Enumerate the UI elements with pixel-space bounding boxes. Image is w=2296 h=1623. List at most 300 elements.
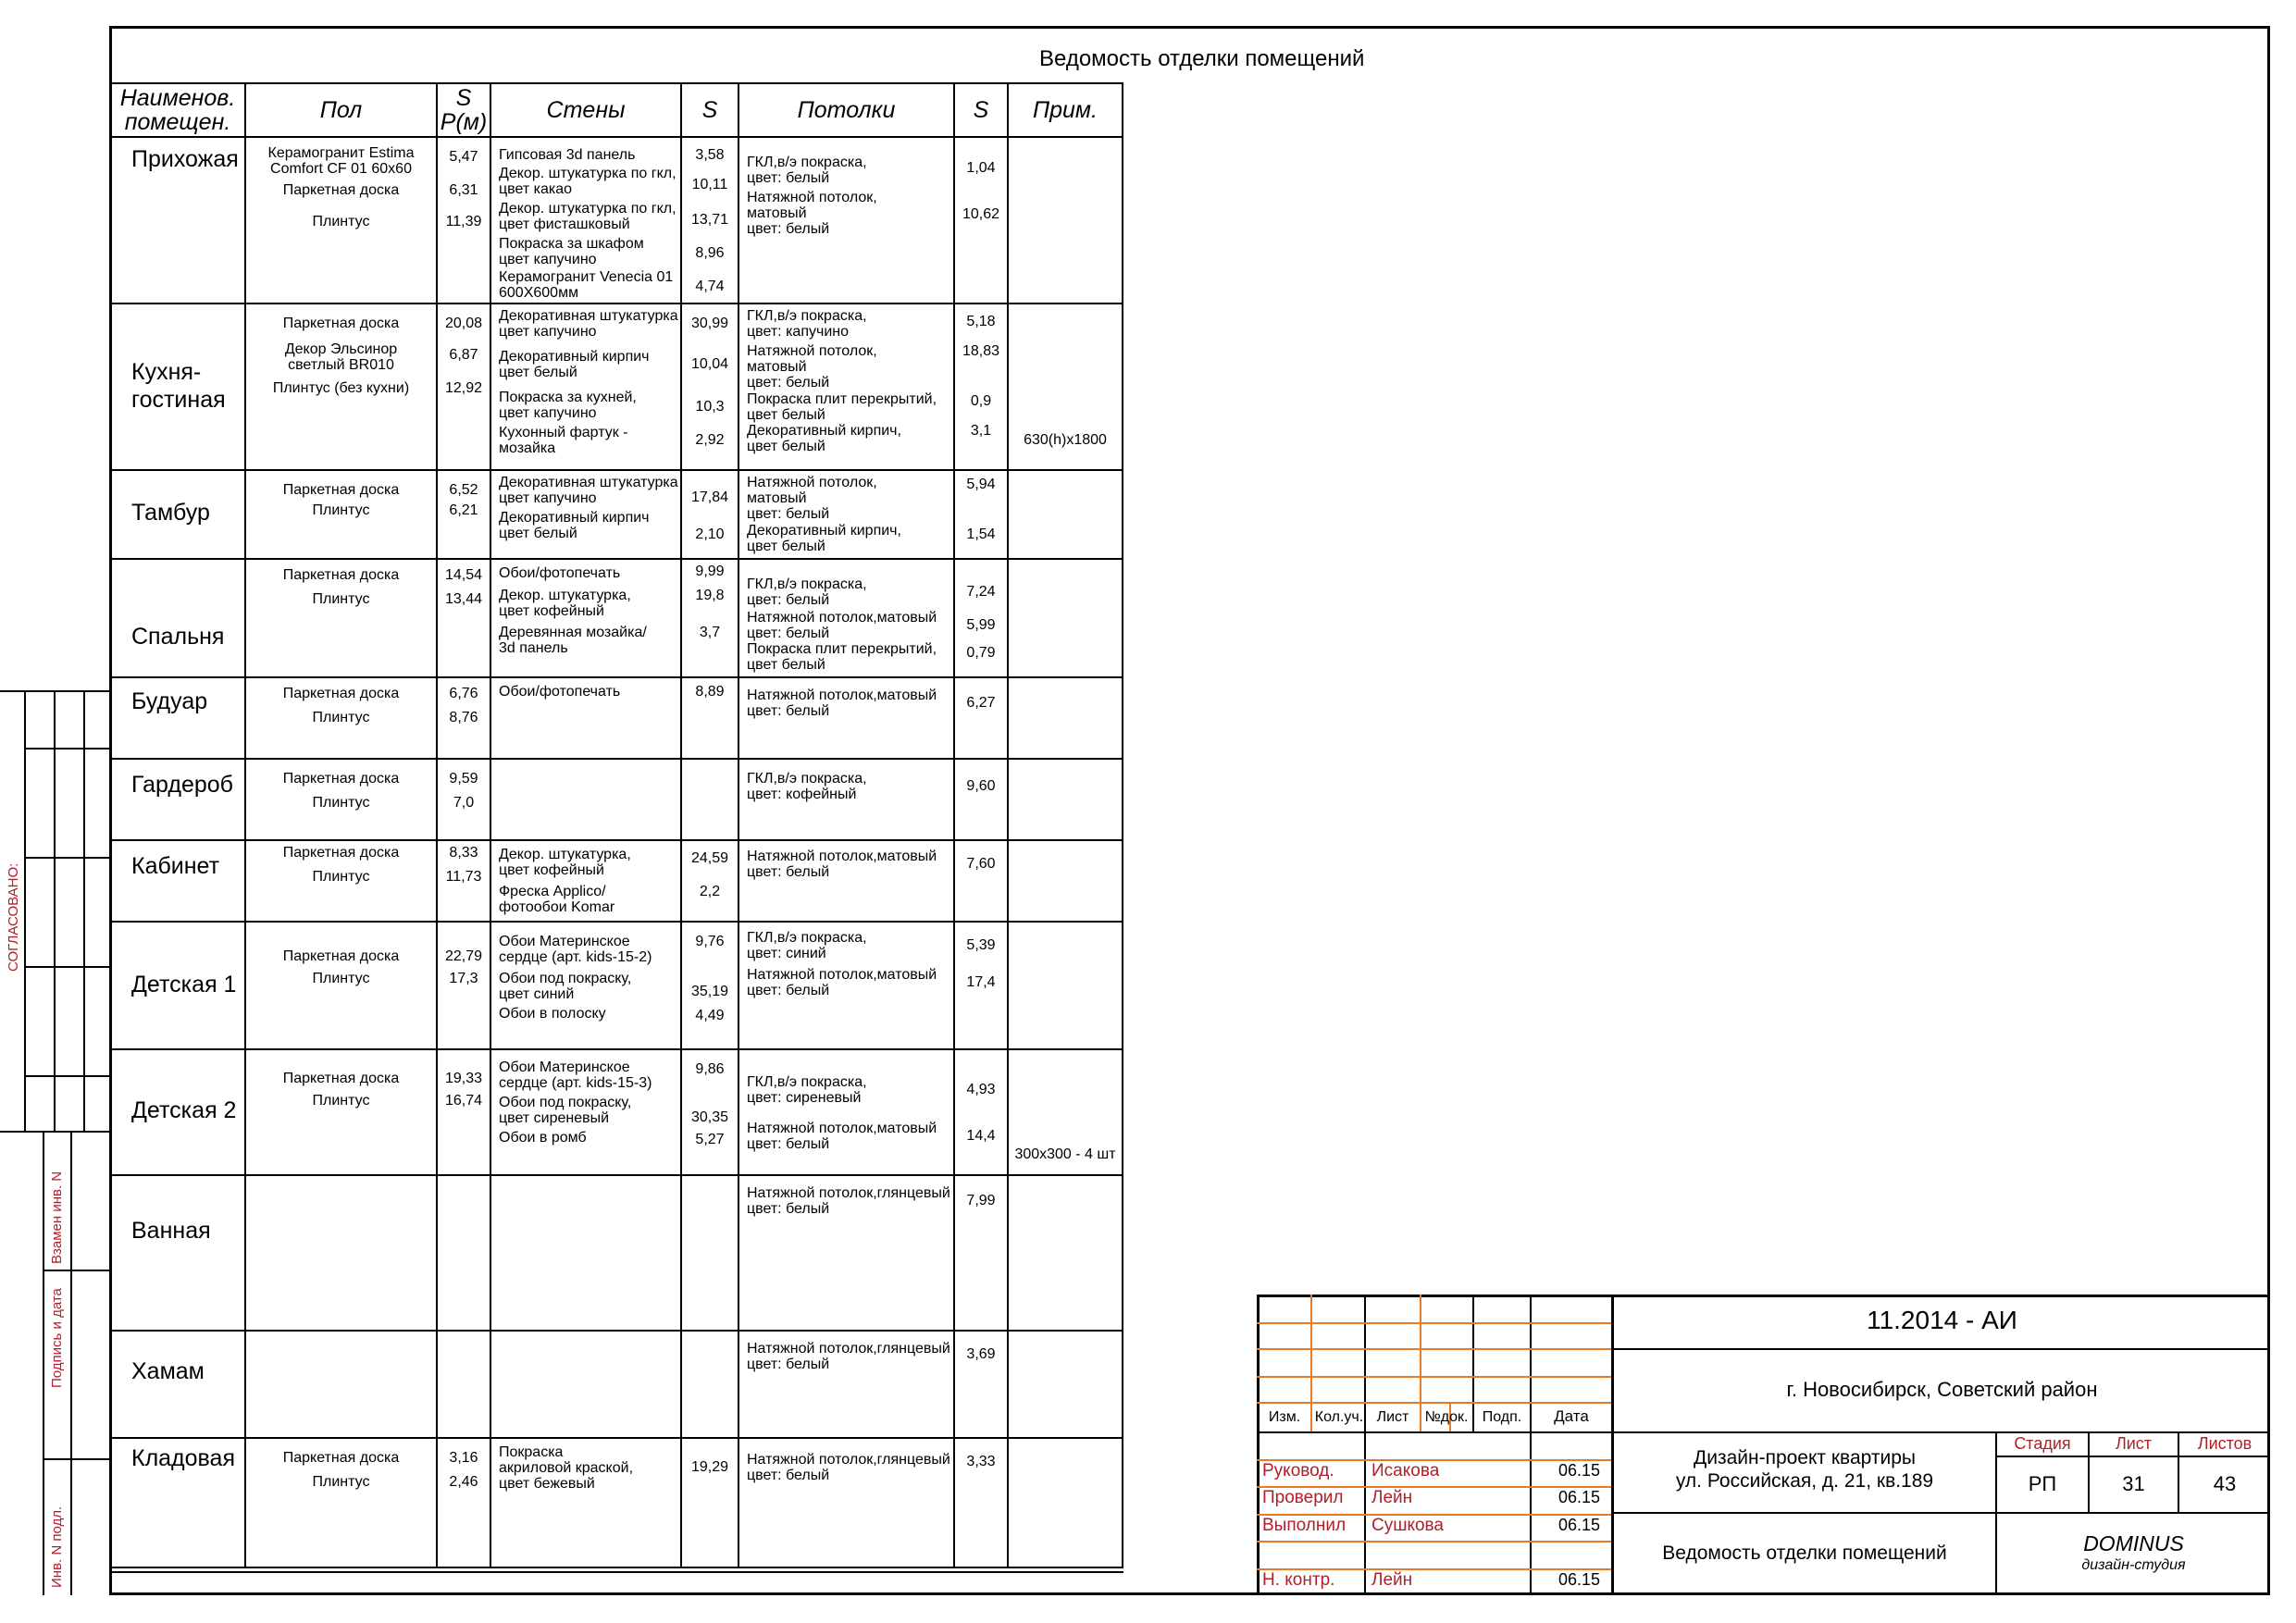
ceiling-area-entry: 0,79 [966, 645, 996, 661]
col-header-date: Дата [1554, 1407, 1589, 1425]
walls-cell [490, 1331, 681, 1438]
ceiling-entry: ГКЛ,в/э покраска, цвет: капучино [747, 308, 867, 340]
walls-entry: Декор. штукатурка по гкл, цвет какао [499, 166, 676, 197]
floor-area-entry: 14,54 [444, 567, 483, 583]
ceiling-entry: Натяжной потолок,глянцевый цвет: белый [747, 1452, 950, 1483]
schedule-title: Ведомость отделки помещений [1039, 46, 1365, 71]
walls-entry: Покраска за шкафом цвет капучино [499, 236, 644, 267]
room-name: Тамбур [131, 500, 210, 526]
ceiling-entry: Натяжной потолок,глянцевый цвет: белый [747, 1185, 950, 1217]
room-name-cell [110, 1438, 245, 1567]
sheets-label: Листов [2197, 1434, 2253, 1453]
walls-area-cell [681, 840, 738, 922]
ceiling-cell [738, 304, 954, 470]
floor-area-cell [437, 1049, 490, 1175]
floor-area-entry: 9,59 [449, 771, 478, 787]
floor-area-entry: 11,73 [445, 869, 482, 885]
walls-entry: Обои под покраску, цвет синий [499, 971, 632, 1002]
ceiling-area-cell [954, 677, 1008, 759]
sheet-title: Ведомость отделки помещений [1662, 1542, 1947, 1564]
floor-area-cell [437, 1438, 490, 1567]
ceiling-area-cell [954, 137, 1008, 304]
floor-area-entry: 11,39 [445, 214, 482, 229]
floor-area-entry: 7,0 [453, 795, 475, 811]
floor-entry: Плинтус [312, 971, 370, 986]
table-row [110, 1438, 1123, 1567]
ceiling-area-entry: 4,93 [966, 1082, 996, 1097]
note-entry: 630(h)x1800 [1024, 432, 1107, 448]
walls-entry: Покраска акриловой краской, цвет бежевый [499, 1444, 634, 1492]
floor-area-cell [437, 137, 490, 304]
ceiling-area-entry: 3,33 [966, 1454, 996, 1469]
room-name-cell [110, 759, 245, 840]
sheet-value: 31 [2122, 1472, 2145, 1495]
walls-cell [490, 677, 681, 759]
room-name-cell [110, 470, 245, 559]
walls-area-cell [681, 559, 738, 677]
header-room-name: Наименов. помещен. [110, 83, 245, 137]
name-check: Лейн [1371, 1488, 1413, 1507]
walls-entry: Обои/фотопечать [499, 684, 621, 700]
floor-entry: Плинтус [312, 1474, 370, 1490]
walls-entry: Обои/фотопечать [499, 565, 621, 581]
col-header-count: Кол.уч. [1314, 1409, 1364, 1425]
walls-entry: Декор. штукатурка, цвет кофейный [499, 847, 631, 878]
floor-area-entry: 2,46 [449, 1474, 478, 1490]
ceiling-entry: ГКЛ,в/э покраска, цвет: кофейный [747, 771, 867, 802]
walls-area-entry: 9,76 [695, 934, 725, 949]
floor-cell [245, 559, 437, 677]
floor-entry: Плинтус [312, 710, 370, 725]
floor-entry: Паркетная доска [282, 771, 400, 787]
floor-cell [245, 677, 437, 759]
sheets-value: 43 [2213, 1472, 2237, 1495]
date-done: 06.15 [1558, 1516, 1601, 1534]
room-name-cell [110, 1049, 245, 1175]
walls-area-cell [681, 1331, 738, 1438]
floor-area-entry: 5,47 [449, 149, 478, 165]
ceiling-entry: Натяжной потолок, матовый цвет: белый [747, 475, 877, 522]
note-entry: 300x300 - 4 шт [1014, 1146, 1116, 1162]
floor-area-entry: 22,79 [444, 948, 483, 964]
walls-area-entry: 3,7 [699, 625, 721, 640]
name-done: Сушкова [1371, 1516, 1445, 1535]
walls-area-cell [681, 759, 738, 840]
floor-entry: Плинтус [312, 502, 370, 518]
ceiling-area-cell [954, 840, 1008, 922]
room-name-cell [110, 677, 245, 759]
room-name: Хамам [131, 1358, 205, 1384]
ceiling-cell [738, 677, 954, 759]
room-name: Гардероб [131, 772, 233, 798]
walls-area-entry: 24,59 [690, 850, 729, 866]
floor-entry: Паркетная доска [282, 686, 400, 701]
ceiling-cell [738, 840, 954, 922]
ceiling-area-entry: 1,54 [966, 527, 996, 542]
room-name: Детская 1 [131, 972, 237, 997]
room-name-cell [110, 1175, 245, 1331]
ceiling-cell [738, 137, 954, 304]
floor-entry: Паркетная доска [282, 845, 400, 861]
studio-subtitle: дизайн-студия [2081, 1557, 2186, 1573]
walls-area-cell [681, 922, 738, 1049]
floor-cell [245, 1331, 437, 1438]
note-cell [1008, 304, 1123, 470]
note-cell [1008, 137, 1123, 304]
ceiling-entry: Натяжной потолок,матовый цвет: белый [747, 1121, 937, 1152]
ceiling-area-entry: 5,94 [966, 477, 996, 492]
ceiling-area-cell [954, 470, 1008, 559]
ceiling-area-entry: 17,4 [966, 974, 996, 990]
room-name-cell [110, 559, 245, 677]
note-cell [1008, 559, 1123, 677]
name-norm: Лейн [1371, 1570, 1413, 1590]
title-block [1257, 1295, 2270, 1595]
ceiling-entry: Натяжной потолок,матовый цвет: белый [747, 610, 937, 641]
ceiling-entry: Покраска плит перекрытий, цвет белый [747, 391, 937, 423]
sign-date-label: Подпись и дата [49, 1288, 65, 1388]
walls-area-entry: 17,84 [690, 489, 729, 505]
floor-entry: Плинтус [312, 869, 370, 885]
room-name: Детская 2 [131, 1097, 237, 1123]
floor-entry: Паркетная доска [282, 482, 400, 498]
walls-area-entry: 2,10 [695, 527, 725, 542]
floor-entry: Плинтус [312, 214, 370, 229]
agreed-label: СОГЛАСОВАНО: [6, 862, 21, 972]
ceiling-entry: Декоративный кирпич, цвет белый [747, 423, 901, 454]
header-walls: Стены [490, 83, 681, 137]
table-row [110, 559, 1123, 677]
col-header-change: Изм. [1268, 1409, 1301, 1425]
header-floor: Пол [245, 83, 437, 137]
floor-cell [245, 1438, 437, 1567]
walls-area-cell [681, 1175, 738, 1331]
date-check: 06.15 [1558, 1488, 1601, 1506]
walls-entry: Кухонный фартук - мозайка [499, 425, 628, 456]
studio-name: DOMINUS [2083, 1531, 2184, 1555]
floor-area-entry: 6,87 [449, 347, 478, 363]
ceiling-area-entry: 7,24 [966, 584, 996, 600]
table-row [110, 1331, 1123, 1438]
walls-area-entry: 2,2 [699, 884, 721, 899]
walls-entry: Керамогранит Venecia 01 600Х600мм [499, 269, 674, 301]
floor-area-cell [437, 470, 490, 559]
walls-area-entry: 19,8 [695, 588, 725, 603]
ceiling-entry: ГКЛ,в/э покраска, цвет: сиреневый [747, 1074, 867, 1106]
ceiling-area-entry: 5,99 [966, 617, 996, 633]
ceiling-area-entry: 9,60 [966, 778, 996, 794]
walls-area-entry: 8,96 [695, 245, 725, 261]
floor-cell [245, 840, 437, 922]
project-location: г. Новосибирск, Советский район [1786, 1378, 2098, 1401]
finish-schedule-table [109, 82, 1123, 1568]
ceiling-area-cell [954, 559, 1008, 677]
walls-area-cell [681, 677, 738, 759]
floor-entry: Паркетная доска [282, 1450, 400, 1466]
walls-area-entry: 9,99 [695, 564, 725, 579]
walls-area-entry: 30,35 [690, 1109, 729, 1125]
walls-area-entry: 8,89 [695, 684, 725, 700]
walls-area-entry: 5,27 [695, 1132, 725, 1147]
floor-area-entry: 8,33 [449, 845, 478, 861]
floor-area-entry: 13,44 [444, 591, 483, 607]
replace-inv-label: Взамен инв. N [49, 1171, 65, 1264]
header-ceilings: Потолки [738, 83, 954, 137]
floor-area-entry: 12,92 [444, 380, 483, 396]
stage-label: Стадия [2014, 1434, 2071, 1453]
floor-area-cell [437, 840, 490, 922]
note-cell [1008, 922, 1123, 1049]
ceiling-entry: Натяжной потолок,глянцевый цвет: белый [747, 1341, 950, 1372]
ceiling-area-cell [954, 1331, 1008, 1438]
ceiling-entry: Натяжной потолок, матовый цвет: белый [747, 190, 877, 237]
walls-entry: Декор. штукатурка по гкл, цвет фисташковый [499, 201, 676, 232]
table-row [110, 677, 1123, 759]
floor-entry: Плинтус (без кухни) [272, 380, 410, 396]
floor-area-entry: 17,3 [449, 971, 478, 986]
table-row [110, 1175, 1123, 1331]
floor-area-cell [437, 677, 490, 759]
room-name-cell [110, 840, 245, 922]
ceiling-entry: Натяжной потолок, матовый цвет: белый [747, 343, 877, 390]
ceiling-entry: Покраска плит перекрытий, цвет белый [747, 641, 937, 673]
ceiling-entry: ГКЛ,в/э покраска, цвет: белый [747, 155, 867, 186]
walls-entry: Декоративная штукатурка цвет капучино [499, 308, 678, 340]
ceiling-cell [738, 470, 954, 559]
walls-cell [490, 559, 681, 677]
role-done: Выполнил [1262, 1516, 1347, 1535]
floor-cell [245, 759, 437, 840]
header-ceiling-area: S [954, 83, 1008, 137]
floor-entry: Паркетная доска [282, 316, 400, 331]
ceiling-area-cell [954, 1175, 1008, 1331]
room-name: Кухня- гостиная [131, 359, 226, 413]
walls-entry: Покраска за кухней, цвет капучино [499, 390, 637, 421]
walls-entry: Обои Материнское сердце (арт. kids-15-3) [499, 1059, 652, 1091]
floor-entry: Керамогранит Estima Comfort CF 01 60x60 [267, 145, 415, 177]
note-cell [1008, 1331, 1123, 1438]
ceiling-entry: Декоративный кирпич, цвет белый [747, 523, 901, 554]
col-header-sign: Подп. [1482, 1409, 1522, 1425]
walls-area-entry: 35,19 [690, 984, 729, 999]
header-notes: Прим. [1008, 83, 1123, 137]
floor-area-cell [437, 304, 490, 470]
sheet-label: Лист [2115, 1434, 2153, 1453]
walls-cell [490, 759, 681, 840]
floor-entry: Паркетная доска [282, 182, 400, 198]
walls-area-entry: 2,92 [695, 432, 725, 448]
ceiling-area-entry: 5,39 [966, 937, 996, 953]
floor-entry: Плинтус [312, 591, 370, 607]
room-name: Ванная [131, 1218, 211, 1244]
floor-area-cell [437, 1175, 490, 1331]
walls-entry: Гипсовая 3d панель [499, 147, 636, 163]
project-name: Дизайн-проект квартиры ул. Российская, д. 21, кв.189 [1675, 1447, 1934, 1492]
table-row [110, 1049, 1123, 1175]
walls-area-entry: 4,49 [695, 1008, 725, 1023]
date-head: 06.15 [1558, 1461, 1601, 1480]
walls-area-cell [681, 137, 738, 304]
walls-entry: Декоративный кирпич цвет белый [499, 349, 650, 380]
table-row [110, 759, 1123, 840]
walls-cell [490, 304, 681, 470]
walls-entry: Декор. штукатурка, цвет кофейный [499, 588, 631, 619]
floor-area-cell [437, 759, 490, 840]
walls-cell [490, 1049, 681, 1175]
table-row [110, 137, 1123, 304]
floor-entry: Паркетная доска [282, 567, 400, 583]
floor-area-entry: 19,33 [444, 1071, 483, 1086]
room-name: Спальня [131, 624, 225, 650]
ceiling-area-cell [954, 922, 1008, 1049]
ceiling-cell [738, 1438, 954, 1567]
floor-entry: Плинтус [312, 795, 370, 811]
ceiling-area-entry: 3,69 [966, 1346, 996, 1362]
ceiling-cell [738, 759, 954, 840]
walls-area-entry: 19,29 [690, 1459, 729, 1475]
floor-entry: Паркетная доска [282, 948, 400, 964]
ceiling-entry: ГКЛ,в/э покраска, цвет: белый [747, 576, 867, 608]
floor-entry: Паркетная доска [282, 1071, 400, 1086]
room-name-cell [110, 1331, 245, 1438]
walls-cell [490, 1438, 681, 1567]
ceiling-cell [738, 1175, 954, 1331]
ceiling-area-entry: 10,62 [962, 206, 1000, 222]
room-name: Кабинет [131, 853, 220, 879]
ceiling-cell [738, 559, 954, 677]
ceiling-area-entry: 3,1 [970, 423, 992, 439]
walls-entry: Обои под покраску, цвет сиреневый [499, 1095, 632, 1126]
floor-area-cell [437, 559, 490, 677]
floor-area-cell [437, 922, 490, 1049]
note-cell [1008, 470, 1123, 559]
table-bottom-rule [109, 1571, 1123, 1573]
walls-cell [490, 470, 681, 559]
floor-area-entry: 6,76 [449, 686, 478, 701]
floor-area-cell [437, 1331, 490, 1438]
floor-cell [245, 470, 437, 559]
ceiling-area-cell [954, 759, 1008, 840]
walls-area-entry: 9,86 [695, 1061, 725, 1077]
walls-area-entry: 3,58 [695, 147, 725, 163]
note-cell [1008, 677, 1123, 759]
note-cell [1008, 759, 1123, 840]
walls-entry: Декоративный кирпич цвет белый [499, 510, 650, 541]
walls-cell [490, 922, 681, 1049]
ceiling-cell [738, 1049, 954, 1175]
room-name: Будуар [131, 688, 208, 714]
floor-cell [245, 1049, 437, 1175]
note-cell [1008, 1175, 1123, 1331]
col-header-doc: №док. [1424, 1409, 1469, 1425]
header-floor-area: S Р(м) [437, 83, 490, 137]
walls-entry: Фреска Applico/ фотообои Komar [499, 884, 615, 915]
note-cell [1008, 1049, 1123, 1175]
ceiling-entry: Натяжной потолок,матовый цвет: белый [747, 688, 937, 719]
ceiling-area-entry: 5,18 [966, 314, 996, 329]
table-row [110, 840, 1123, 922]
floor-cell [245, 137, 437, 304]
ceiling-area-entry: 6,27 [966, 695, 996, 711]
table-row [110, 304, 1123, 470]
walls-entry: Обои в ромб [499, 1130, 587, 1146]
role-norm: Н. контр. [1262, 1570, 1335, 1590]
ceiling-cell [738, 1331, 954, 1438]
ceiling-area-entry: 14,4 [966, 1128, 996, 1144]
walls-cell [490, 137, 681, 304]
floor-cell [245, 1175, 437, 1331]
floor-area-entry: 6,31 [449, 182, 478, 198]
walls-area-cell [681, 470, 738, 559]
walls-area-cell [681, 1438, 738, 1567]
room-name-cell [110, 304, 245, 470]
walls-area-entry: 13,71 [690, 212, 729, 228]
project-code: 11.2014 - АИ [1867, 1306, 2017, 1334]
room-name: Кладовая [131, 1445, 235, 1471]
walls-cell [490, 1175, 681, 1331]
header-walls-area: S [681, 83, 738, 137]
walls-area-entry: 4,74 [695, 279, 725, 294]
role-check: Проверил [1262, 1488, 1344, 1507]
floor-area-entry: 6,52 [449, 482, 478, 498]
ceiling-area-entry: 0,9 [970, 393, 992, 409]
floor-area-entry: 8,76 [449, 710, 478, 725]
walls-area-entry: 10,11 [691, 177, 728, 192]
ceiling-area-cell [954, 304, 1008, 470]
floor-area-entry: 3,16 [449, 1450, 478, 1466]
room-name-cell [110, 137, 245, 304]
floor-entry: Плинтус [312, 1093, 370, 1109]
floor-area-entry: 16,74 [444, 1093, 483, 1109]
floor-area-entry: 6,21 [449, 502, 478, 518]
walls-area-cell [681, 1049, 738, 1175]
room-name-cell [110, 922, 245, 1049]
floor-entry: Декор Эльсинор светлый BR010 [284, 341, 398, 373]
room-name: Прихожая [131, 146, 239, 172]
floor-cell [245, 304, 437, 470]
ceiling-area-entry: 7,60 [966, 856, 996, 872]
ceiling-cell [738, 922, 954, 1049]
inv-n-label: Инв. N подл. [49, 1505, 65, 1588]
ceiling-entry: Натяжной потолок,матовый цвет: белый [747, 967, 937, 998]
stage-value: РП [2028, 1472, 2057, 1495]
table-row [110, 470, 1123, 559]
walls-cell [490, 840, 681, 922]
walls-entry: Декоративная штукатурка цвет капучино [499, 475, 678, 506]
note-cell [1008, 840, 1123, 922]
role-head: Руковод. [1262, 1461, 1334, 1481]
ceiling-area-entry: 1,04 [966, 160, 996, 176]
floor-area-entry: 20,08 [444, 316, 483, 331]
walls-entry: Обои Материнское сердце (арт. kids-15-2) [499, 934, 652, 965]
walls-entry: Деревянная мозайка/ 3d панель [499, 625, 647, 656]
walls-area-entry: 30,99 [690, 316, 729, 331]
ceiling-entry: Натяжной потолок,матовый цвет: белый [747, 849, 937, 880]
ceiling-area-cell [954, 1438, 1008, 1567]
date-norm: 06.15 [1558, 1570, 1601, 1589]
ceiling-entry: ГКЛ,в/э покраска, цвет: синий [747, 930, 867, 961]
ceiling-area-entry: 18,83 [962, 343, 1000, 359]
walls-area-cell [681, 304, 738, 470]
name-head: Исакова [1371, 1461, 1440, 1481]
floor-cell [245, 922, 437, 1049]
note-cell [1008, 1438, 1123, 1567]
walls-area-entry: 10,3 [695, 399, 725, 415]
ceiling-area-cell [954, 1049, 1008, 1175]
walls-entry: Обои в полоску [499, 1006, 606, 1022]
walls-area-entry: 10,04 [690, 356, 729, 372]
col-header-sheet: Лист [1376, 1409, 1409, 1425]
